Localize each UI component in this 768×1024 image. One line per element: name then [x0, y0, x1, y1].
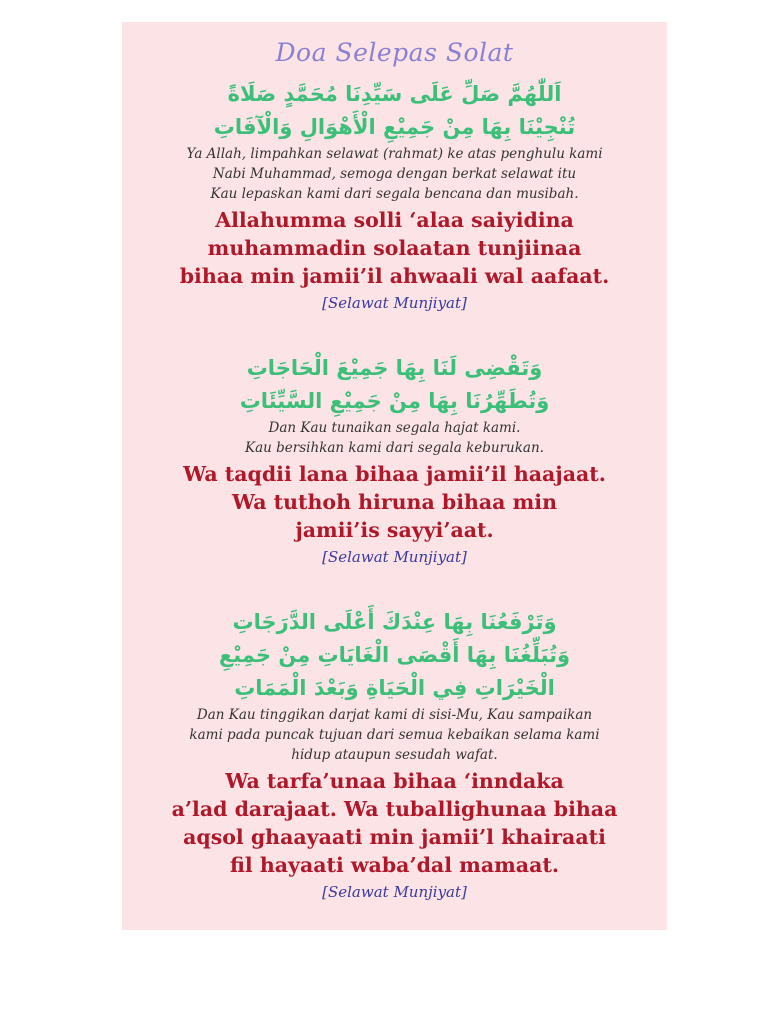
page-title: Doa Selepas Solat: [275, 38, 514, 67]
meaning-line: Kau lepaskan kami dari segala bencana dan musibah.: [210, 186, 579, 202]
source-label: [Selawat Munjiyat]: [322, 548, 467, 566]
arabic-line: وَتُبَلِّغُنَا بِهَا أَقْصَى الْغَايَاتِ مِنْ جَمِيْعِ: [218, 643, 571, 667]
meaning-text: [132, 705, 657, 765]
source-label: [Selawat Munjiyat]: [322, 883, 467, 901]
meaning-text: [132, 418, 657, 458]
arabic-text: [134, 78, 655, 144]
prayer-section-3: [122, 606, 667, 903]
translit-line: Wa taqdii lana bihaa jamii’il haajaat.: [183, 462, 606, 486]
translit-line: Wa tarfa’unaa bihaa ‘inndaka: [225, 769, 564, 793]
source-label: [Selawat Munjiyat]: [322, 294, 467, 312]
translit-line: aqsol ghaayaati min jamii’l khairaati: [183, 825, 606, 849]
arabic-line: الْخَيْرَاتِ فِي الْحَيَاةِ وَبَعْدَ الْمَمَاتِ: [234, 676, 555, 700]
transliteration-text: [128, 460, 661, 544]
meaning-line: Dan Kau tinggikan darjat kami di sisi-Mu, Kau sampaikan: [196, 707, 593, 723]
arabic-line: تُنْجِيْنَا بِهَا مِنْ جَمِيْعِ الْأَهْوَالِ وَالْآفَاتِ: [213, 115, 576, 139]
meaning-line: Nabi Muhammad, semoga dengan berkat selawat itu: [212, 166, 577, 182]
translit-line: muhammadin solaatan tunjiinaa: [207, 236, 582, 260]
translit-line: a’lad darajaat. Wa tuballighunaa bihaa: [171, 797, 618, 821]
arabic-line: وَتَقْضِى لَنَا بِهَا جَمِيْعَ الْحَاجَاتِ: [246, 356, 543, 380]
translit-line: jamii’is sayyi’aat.: [295, 518, 494, 542]
translit-line: Wa tuthoh hiruna bihaa min: [232, 490, 557, 514]
arabic-line: وَتَرْفَعُنَا بِهَا عِنْدَكَ أَعْلَى الدَّرَجَاتِ: [232, 610, 557, 634]
arabic-text: [134, 606, 655, 705]
meaning-line: Ya Allah, limpahkan selawat (rahmat) ke atas penghulu kami: [186, 146, 603, 162]
transliteration-text: [128, 767, 661, 879]
translit-line: bihaa min jamii’il ahwaali wal aafaat.: [179, 264, 610, 288]
arabic-text: [134, 352, 655, 418]
prayer-section-1: [122, 78, 667, 314]
translit-line: Allahumma solli ‘alaa saiyidina: [215, 208, 574, 232]
translit-line: fil hayaati waba’dal mamaat.: [230, 853, 559, 877]
meaning-line: hidup ataupun sesudah wafat.: [291, 747, 498, 763]
transliteration-text: [128, 206, 661, 290]
prayer-section-2: [122, 352, 667, 568]
prayer-card: [122, 22, 667, 930]
meaning-text: [132, 144, 657, 204]
arabic-line: اَللّٰهُمَّ صَلِّ عَلَى سَيِّدِنَا مُحَمَّدٍ صَلَاةً: [227, 82, 562, 106]
meaning-line: Dan Kau tunaikan segala hajat kami.: [268, 420, 521, 436]
meaning-line: kami pada puncak tujuan dari semua kebaikan selama kami: [189, 727, 600, 743]
arabic-line: وَتُطَهِّرُنَا بِهَا مِنْ جَمِيْعِ السَّيِّئَاتِ: [239, 389, 550, 413]
meaning-line: Kau bersihkan kami dari segala keburukan.: [245, 440, 544, 456]
